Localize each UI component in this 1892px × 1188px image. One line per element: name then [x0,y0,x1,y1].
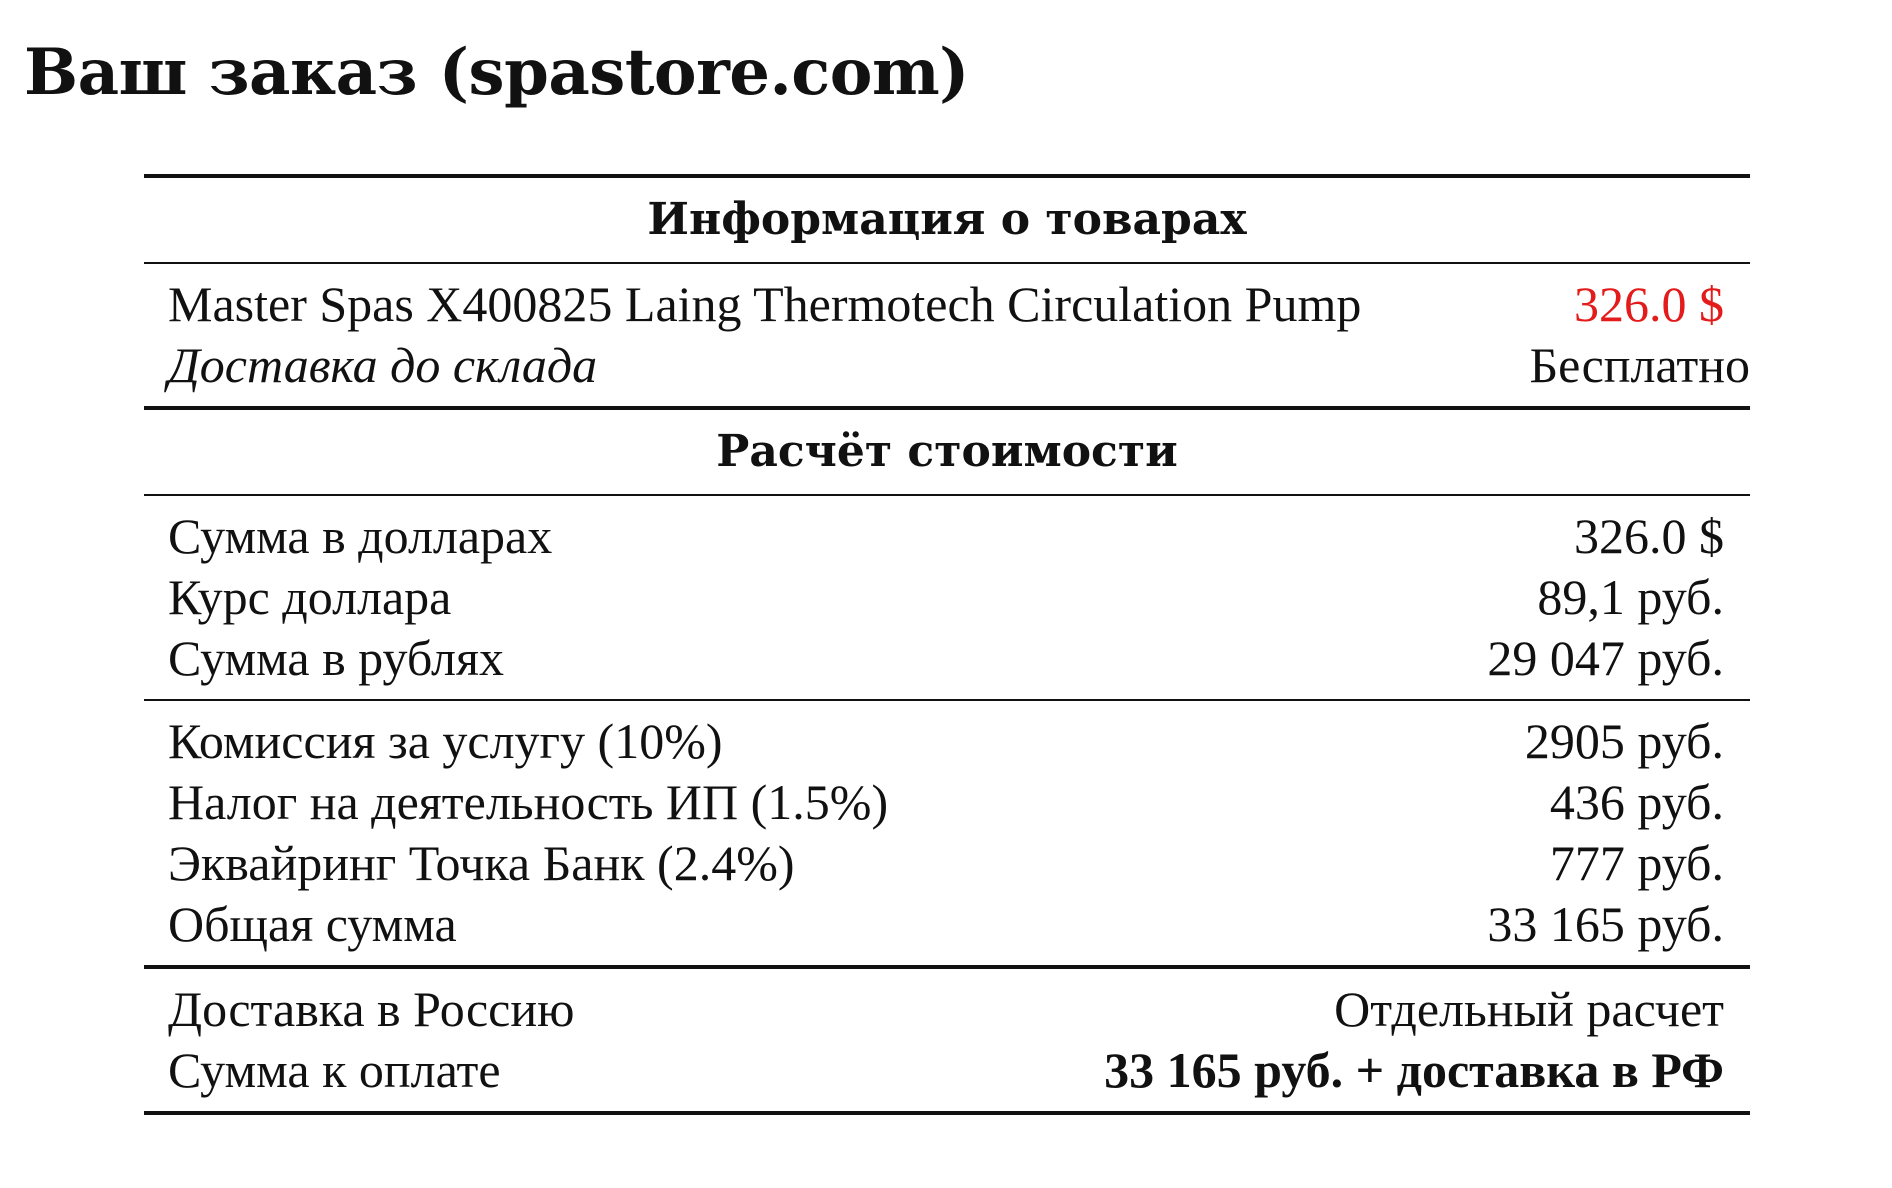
list-item [144,711,1750,772]
acquiring-label: Эквайринг Точка Банк (2.4%) [168,835,795,891]
list-item [144,1040,1750,1101]
order-table [144,174,1750,1115]
exchange-rate-label: Курс доллара [168,569,452,625]
shipping-row [144,335,1750,396]
rub-sum-value: 29 047 руб. [1487,630,1724,686]
list-item [144,894,1750,955]
product-row [144,274,1750,335]
product-price: 326.0 $ [1574,276,1724,332]
service-fee-value: 2905 руб. [1524,713,1724,769]
conversion-group [144,496,1750,699]
usd-sum-label: Сумма в долларах [168,508,553,564]
tax-value: 436 руб. [1549,774,1724,830]
list-item [144,628,1750,689]
final-group [144,969,1750,1111]
table-bottom-rule [144,1111,1750,1115]
service-fee-label: Комиссия за услугу (10%) [168,713,723,769]
amount-due-label: Сумма к оплате [168,1042,501,1098]
russia-delivery-label: Доставка в Россию [168,981,575,1037]
total-value: 33 165 руб. [1487,896,1724,952]
tax-label: Налог на деятельность ИП (1.5%) [168,774,889,830]
amount-due-value: 33 165 руб. + доставка в РФ [1104,1042,1724,1098]
acquiring-value: 777 руб. [1549,835,1724,891]
list-item [144,772,1750,833]
product-info-heading: Информация о товарах [647,194,1247,245]
list-item [144,567,1750,628]
list-item [144,833,1750,894]
list-item [144,506,1750,567]
calc-heading: Расчёт стоимости [716,426,1178,477]
usd-sum-value: 326.0 $ [1574,508,1724,564]
shipping-value: Бесплатно [1529,337,1750,393]
list-item [144,979,1750,1040]
rub-sum-label: Сумма в рублях [168,630,505,686]
page-title: Ваш заказ (spastore.com) [24,35,969,110]
total-label: Общая сумма [168,896,457,952]
product-group [144,264,1750,406]
product-name: Master Spas X400825 Laing Thermotech Circulation Pump [168,276,1362,332]
exchange-rate-value: 89,1 руб. [1537,569,1724,625]
russia-delivery-value: Отдельный расчет [1334,981,1724,1037]
shipping-label: Доставка до склада [168,337,598,393]
fees-group [144,701,1750,965]
